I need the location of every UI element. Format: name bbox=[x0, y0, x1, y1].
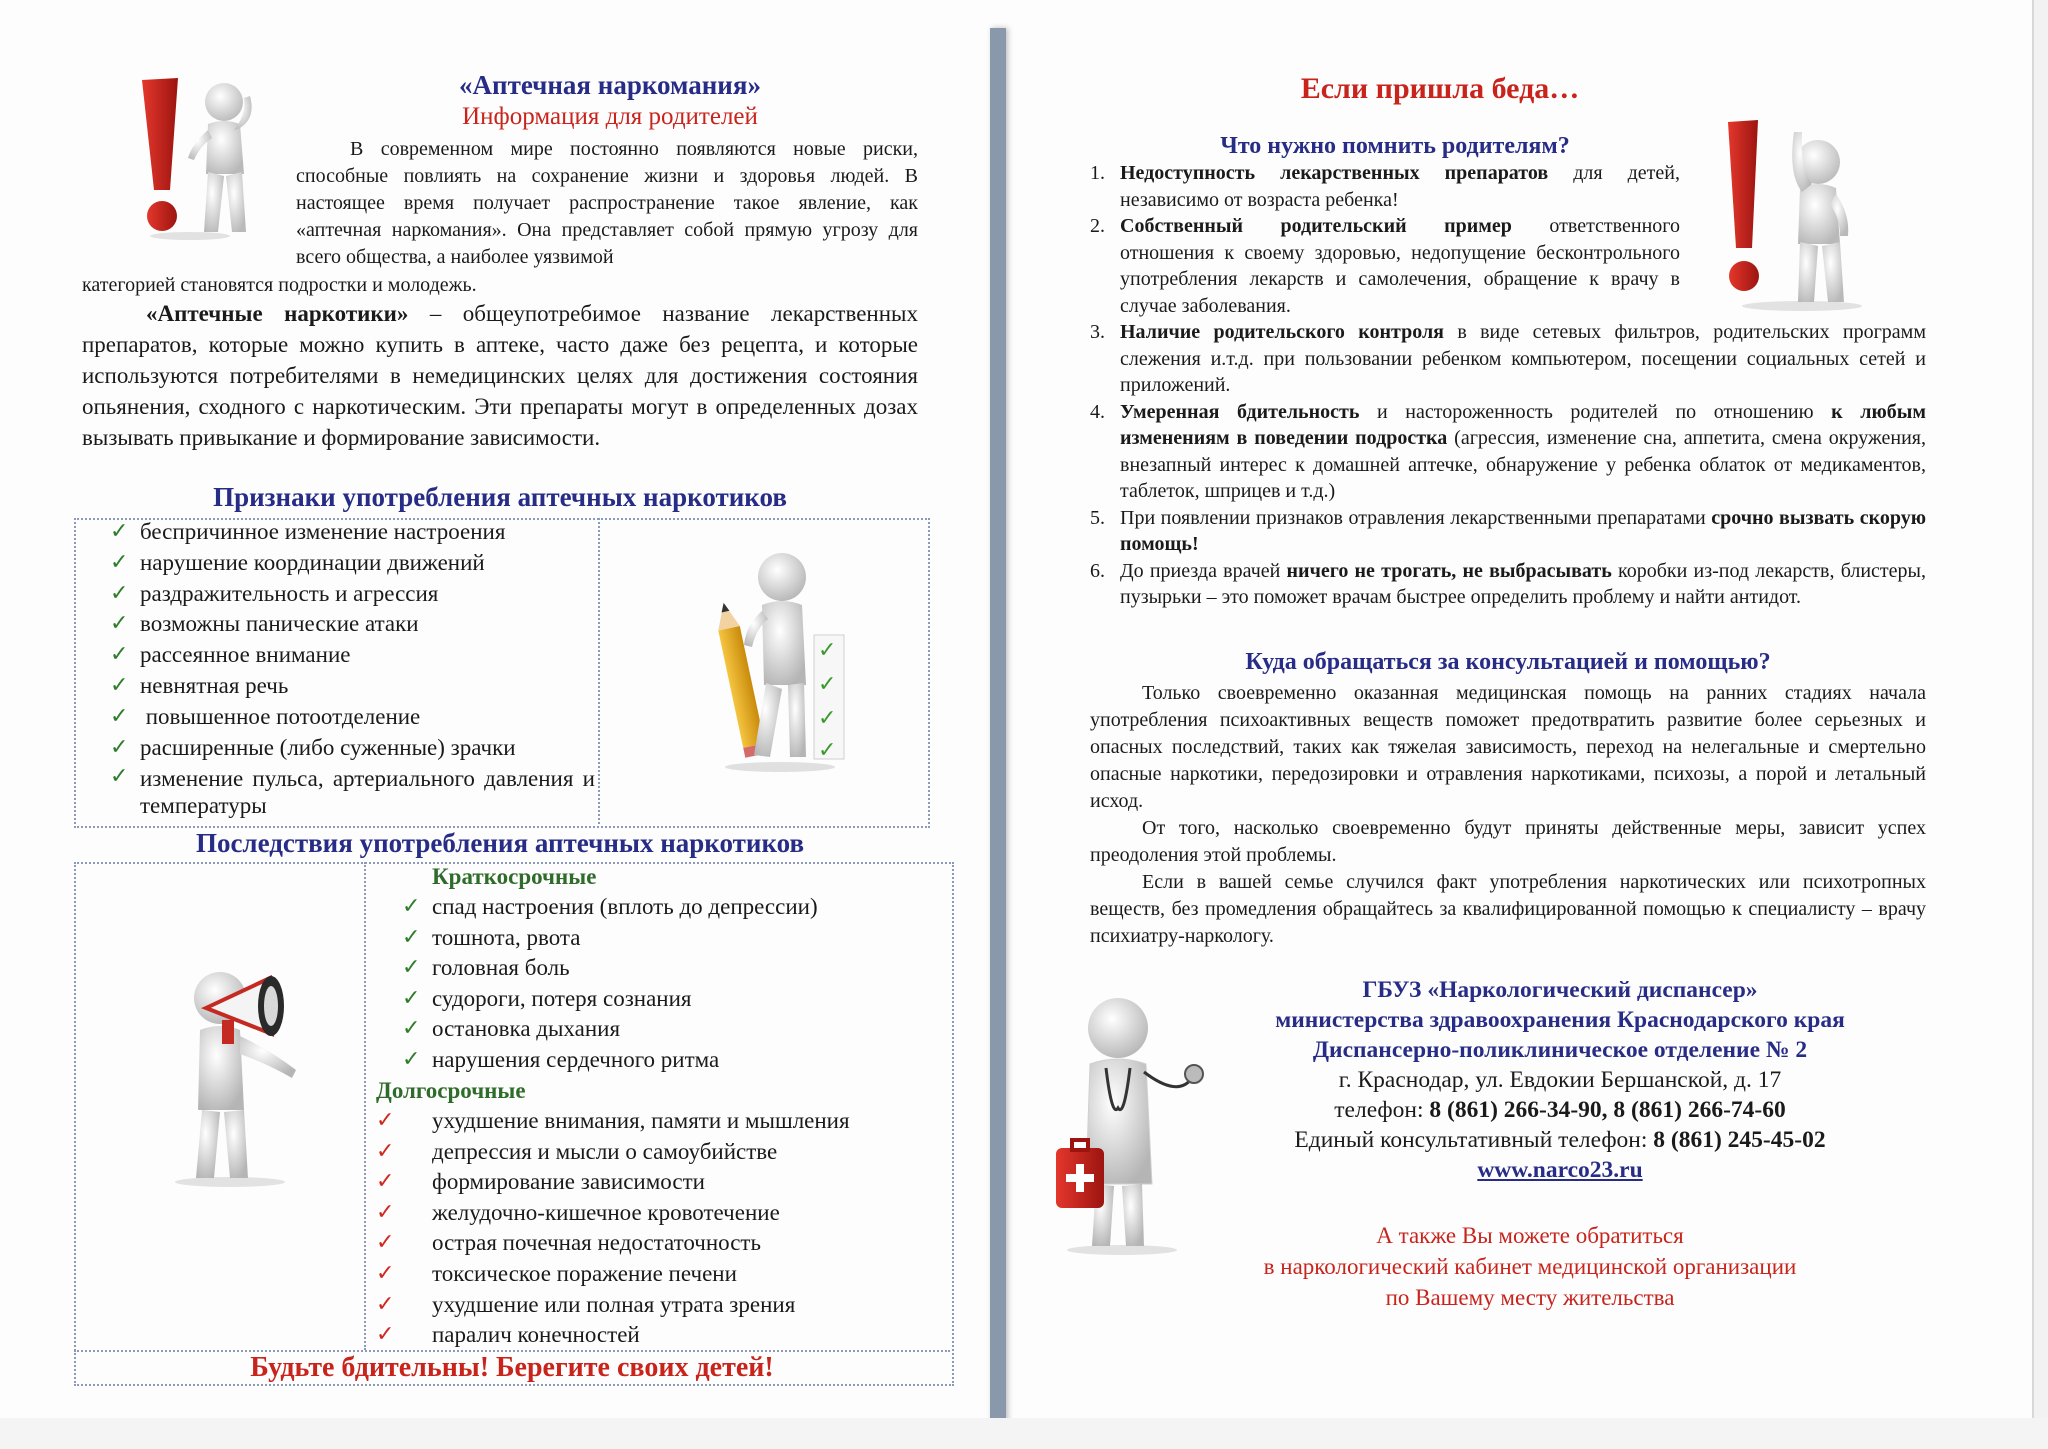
paragraph: Если в вашей семье случился факт употребления наркотических или психотропных веществ, без промедления обращайтесь за квалифицированной помощью к специалисту – врачу психиатру-наркологу. bbox=[1090, 871, 1926, 947]
checkmark-icon: ✓ bbox=[402, 985, 421, 1011]
checkmark-icon: ✓ bbox=[376, 1260, 395, 1286]
list-item: ✓ токсическое поражение печени bbox=[376, 1259, 946, 1290]
long-term-label: Долгосрочные bbox=[376, 1078, 526, 1103]
org-hotline: Единый консультативный телефон: 8 (861) 245-45-02 bbox=[1294, 1127, 1826, 1153]
remember-heading: Что нужно помнить родителям? bbox=[1220, 133, 1570, 159]
list-item: ✓ головная боль bbox=[402, 953, 942, 984]
org-address: г. Краснодар, ул. Евдокии Бершанской, д. 17 bbox=[1338, 1067, 1782, 1093]
definition-term: «Аптечные наркотики» bbox=[146, 301, 409, 326]
consequences-heading: Последствия употребления аптечных наркотиков bbox=[195, 828, 805, 858]
list-item: ✓ остановка дыхания bbox=[402, 1014, 942, 1045]
list-item: ✓ спад настроения (вплоть до депрессии) bbox=[402, 892, 942, 923]
list-item: 5. При появлении признаков отравления лекарственными препаратами срочно вызвать скорую помощь! bbox=[1090, 506, 1927, 555]
page-edge bbox=[2032, 0, 2048, 1449]
list-item: ✓ паралич конечностей bbox=[376, 1320, 946, 1351]
checkmark-icon: ✓ bbox=[110, 519, 129, 544]
checkmark-icon: ✓ bbox=[376, 1291, 395, 1317]
checkmark-icon: ✓ bbox=[376, 1169, 395, 1195]
definition-paragraph bbox=[82, 298, 918, 453]
left-subtitle: Информация для родителей bbox=[462, 103, 758, 130]
also-contact-note: А также Вы можете обратиться в наркологический кабинет медицинской организации по Вашему месту жительства bbox=[1263, 1223, 1797, 1310]
checkmark-icon: ✓ bbox=[402, 955, 421, 980]
list-item: 6. До приезда врачей ничего не трогать, не выбрасывать коробки из-под лекарств, блистеры, пузырьки – это поможет врачам быстрее определить проблему и найти антидот. bbox=[1090, 559, 1926, 608]
list-item: 2. Собственный родительский пример ответственного отношения к своему здоровью, недопущение бесконтрольного употребления лекарств и самолечения, обращение к врачу в случае заболевания. bbox=[1090, 215, 1680, 317]
signs-heading: Признаки употребления аптечных наркотиков bbox=[213, 482, 787, 512]
list-item: ✓ расширенные (либо суженные) зрачки bbox=[110, 733, 600, 764]
checkmark-icon: ✓ bbox=[376, 1138, 395, 1164]
short-term-list bbox=[402, 892, 942, 1075]
checkmark-icon: ✓ bbox=[402, 1046, 421, 1072]
list-item: ✓ нарушение координации движений bbox=[110, 548, 600, 579]
parent-checklist bbox=[1090, 160, 1926, 611]
exclamation-figure-icon bbox=[132, 72, 282, 242]
where-paragraphs bbox=[1090, 680, 1926, 950]
svg-text:✓: ✓ bbox=[818, 672, 837, 697]
org-ministry: министерства здравоохранения Краснодарского края bbox=[1275, 1007, 1845, 1033]
list-item: ✓ повышенное потоотделение bbox=[110, 702, 600, 733]
checkmark-icon: ✓ bbox=[402, 924, 421, 950]
checkmark-icon: ✓ bbox=[376, 1322, 395, 1348]
checkmark-icon: ✓ bbox=[110, 672, 129, 698]
checkmark-icon: ✓ bbox=[376, 1108, 395, 1133]
list-item: ✓ нарушения сердечного ритма bbox=[402, 1045, 942, 1076]
list-item: 4. Умеренная бдительность и настороженность родителей по отношению к любым изменениям в поведении подростка (агрессия, изменение сна, аппетита, смена окружения, внезапный интерес к домашней аптечке, обнаружение у ребенка облаток от медикаментов, таблеток, шприцев и т.д.) bbox=[1090, 400, 1927, 502]
signs-list bbox=[110, 517, 600, 819]
organization-block bbox=[1190, 975, 1930, 1185]
right-title: Если пришла беда… bbox=[1300, 72, 1580, 105]
where-heading: Куда обращаться за консультацией и помощью? bbox=[1245, 649, 1771, 675]
svg-text:✓: ✓ bbox=[818, 738, 837, 763]
list-item: ✓ желудочно-кишечное кровотечение bbox=[376, 1198, 946, 1229]
list-item: 3. Наличие родительского контроля в виде сетевых фильтров, родительских программ слежения и.т.д. при пользовании ребенком компьютером, посещении социальных сетей и приложений. bbox=[1090, 321, 1926, 396]
pencil-checklist-figure-icon bbox=[710, 545, 860, 775]
checkmark-icon: ✓ bbox=[376, 1230, 395, 1256]
doctor-figure-icon bbox=[1052, 988, 1212, 1258]
checkmark-icon: ✓ bbox=[110, 734, 129, 760]
checkmark-icon: ✓ bbox=[110, 703, 129, 729]
checkmark-icon: ✓ bbox=[110, 611, 129, 637]
list-item: ✓ невнятная речь bbox=[110, 671, 600, 702]
list-item: ✓ судороги, потеря сознания bbox=[402, 984, 942, 1015]
paragraph: Только своевременно оказанная медицинская помощь на ранних стадиях начала употребления психоактивных веществ поможет предотвратить развитие более серьезных и опасных последствий, таких как тяжелая зависимость, переход на нелегальные и смертельно опасные наркотики, передозировки и отравления наркотиками, психозы, а порой и летальный исход. bbox=[1090, 682, 1926, 812]
website-link[interactable]: www.narco23.ru bbox=[1477, 1157, 1643, 1183]
org-department: Диспансерно-поликлиническое отделение № 2 bbox=[1312, 1037, 1808, 1063]
list-item: ✓ острая почечная недостаточность bbox=[376, 1228, 946, 1259]
list-item: ✓ раздражительность и агрессия bbox=[110, 579, 600, 610]
intro-paragraph-tail: категорией становятся подростки и молодежь. bbox=[82, 274, 477, 296]
warning-banner: Будьте бдительны! Берегите своих детей! bbox=[250, 1352, 774, 1383]
scan-edge bbox=[0, 1418, 2048, 1449]
list-item: ✓ беспричинное изменение настроения bbox=[110, 517, 600, 548]
long-term-list bbox=[376, 1106, 946, 1351]
list-item: ✓ формирование зависимости bbox=[376, 1167, 946, 1198]
checkmark-icon: ✓ bbox=[110, 642, 129, 668]
list-item: ✓ ухудшение или полная утрата зрения bbox=[376, 1290, 946, 1321]
checkmark-icon: ✓ bbox=[402, 1016, 421, 1041]
definition-text: – общеупотребимое название лекарственных препаратов, которые можно купить в аптеке, часто даже без рецепта, и которые используются потребителями в немедицинских целях для достижения состояния опьянения, сходного с наркотическим. Эти препараты могут в определенных дозах вызывать привыкание и формирование зависимости. bbox=[82, 301, 918, 450]
org-phones: телефон: 8 (861) 266-34-90, 8 (861) 266-74-60 bbox=[1334, 1097, 1786, 1123]
checkmark-icon: ✓ bbox=[402, 894, 421, 919]
consequences-box-divider bbox=[364, 862, 366, 1350]
intro-paragraph: В современном мире постоянно появляются новые риски, способные повлиять на сохранение жизни и здоровья людей. В настоящее время получает распространение такое явление, как «аптечная наркомания». Она представляет собой прямую угрозу для всего общества, а наиболее уязвимой bbox=[296, 138, 918, 268]
checkmark-icon: ✓ bbox=[110, 580, 129, 606]
list-item: ✓ депрессия и мысли о самоубийстве bbox=[376, 1137, 946, 1168]
paragraph: От того, насколько своевременно будут приняты действенные меры, зависит успех преодоления этой проблемы. bbox=[1090, 817, 1926, 866]
org-name: ГБУЗ «Наркологический диспансер» bbox=[1362, 977, 1758, 1003]
checkmark-icon: ✓ bbox=[110, 549, 129, 575]
short-term-label: Краткосрочные bbox=[432, 864, 597, 889]
list-item: ✓ изменение пульса, артериального давления и температуры bbox=[110, 764, 595, 819]
left-title: «Аптечная наркомания» bbox=[459, 70, 761, 100]
checkmark-icon: ✓ bbox=[110, 764, 129, 790]
megaphone-figure-icon bbox=[160, 960, 330, 1190]
list-item: ✓ рассеянное внимание bbox=[110, 640, 600, 671]
fold-line bbox=[990, 28, 1006, 1428]
list-item: ✓ ухудшение внимания, памяти и мышления bbox=[376, 1106, 946, 1137]
svg-text:✓: ✓ bbox=[818, 638, 837, 663]
list-item: ✓ возможны панические атаки bbox=[110, 609, 600, 640]
list-item: ✓ тошнота, рвота bbox=[402, 923, 942, 954]
checkmark-icon: ✓ bbox=[376, 1199, 395, 1225]
list-item: 1. Недоступность лекарственных препаратов для детей, независимо от возраста ребенка! bbox=[1090, 162, 1680, 211]
svg-text:✓: ✓ bbox=[818, 706, 837, 731]
